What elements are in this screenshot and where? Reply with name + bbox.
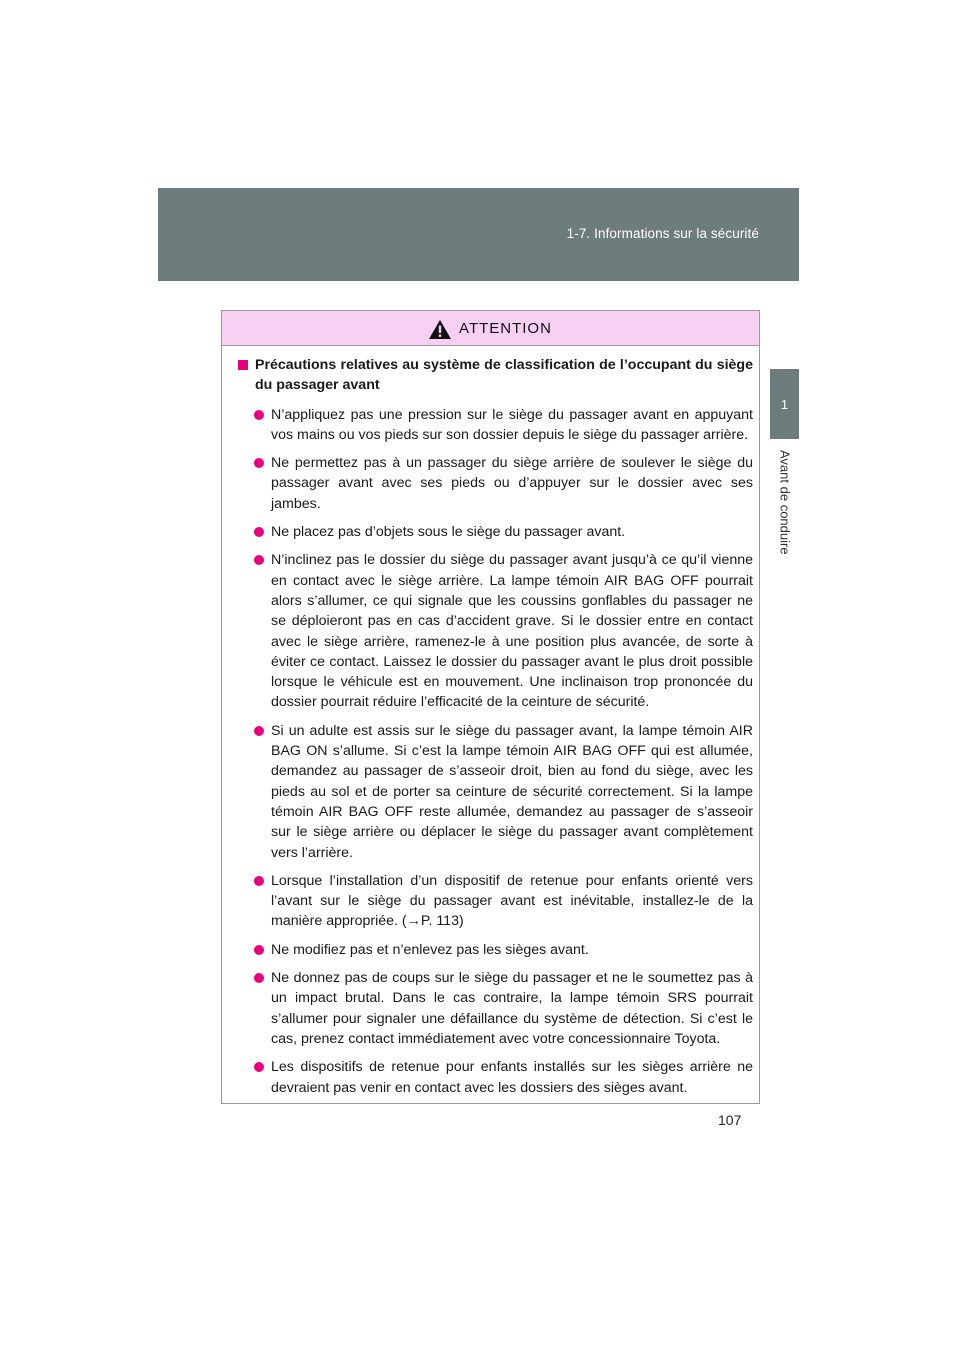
list-item-text: Les dispositifs de retenue pour enfants installés sur les sièges arrière ne devraient pas venir en contact avec les dossiers des sièges avant. — [271, 1059, 753, 1096]
bullet-icon — [254, 726, 264, 736]
bullet-icon — [254, 555, 264, 565]
list-item-text: N’inclinez pas le dossier du siège du passager avant jusqu’à ce qu’il vienne en contact avec le siège arrière. La lampe témoin AIR BAG OFF pourrait alors s’allumer, ce qui signale que les coussins gonflables du passager ne se déploieront pas en cas d’accident grave. Si le dossier entre en contact avec le siège arrière, ramenez-le à une position plus avancée, de sorte à éviter ce contact. Laissez le dossier du passager avant le plus droit possible lorsque le véhicule est en mouvement. Une inclinaison trop prononcée du dossier pourrait réduire l’efficacité de la ceinture de sécurité. — [271, 552, 753, 711]
warning-title: ATTENTION — [459, 319, 552, 337]
list-item-text: Ne placez pas d’objets sous le siège du passager avant. — [271, 524, 626, 541]
chapter-tab — [770, 369, 799, 439]
list-item — [238, 940, 753, 960]
bullet-icon — [254, 945, 264, 955]
list-item — [238, 721, 753, 863]
bullet-icon — [254, 876, 264, 886]
warning-triangle-icon — [429, 320, 451, 339]
bullet-icon — [254, 527, 264, 537]
bullet-icon — [254, 1062, 264, 1072]
list-item-text: Si un adulte est assis sur le siège du passager avant, la lampe témoin AIR BAG ON s’allume. Si c’est la lampe témoin AIR BAG OFF qui est allumée, demandez au passager de s’asseoir droit, bien au fond du siège, avec les pieds au sol et de porter sa ceinture de sécurité correctement. Si la lampe témoin AIR BAG OFF reste allumée, demandez au passager de s’asseoir sur le siège arrière ou déplacer le siège du passager avant complètement vers l’arrière. — [271, 722, 753, 861]
page-number: 107 — [718, 1112, 742, 1128]
list-item — [238, 968, 753, 1049]
chapter-label: Avant de conduire — [777, 450, 793, 555]
warning-header — [222, 311, 759, 346]
chapter-number: 1 — [780, 396, 789, 412]
list-item-text: Ne modifiez pas et n’enlevez pas les sièges avant. — [271, 941, 589, 958]
list-item-text: N’appliquez pas une pression sur le siège du passager avant en appuyant vos mains ou vos pieds sur son dossier depuis le siège du passager arrière. — [271, 406, 753, 443]
warning-body — [222, 346, 759, 1098]
bullet-icon — [254, 973, 264, 983]
warning-heading-text: Précautions relatives au système de classification de l’occupant du siège du passager avant — [255, 357, 753, 394]
list-item — [238, 1057, 753, 1098]
list-item — [238, 871, 753, 932]
warning-heading — [238, 355, 753, 396]
list-item — [238, 522, 753, 542]
section-title: 1-7. Informations sur la sécurité — [566, 226, 759, 241]
list-item — [238, 550, 753, 712]
list-item-text: Ne donnez pas de coups sur le siège du passager et ne le soumettez pas à un impact brutal. Dans le cas contraire, la lampe témoin SRS pourrait s’allumer pour signaler une défaillance du système de détection. Si c’est le cas, prenez contact immédiatement avec votre concessionnaire Toyota. — [271, 970, 753, 1047]
bullet-icon — [254, 458, 264, 468]
list-item — [238, 405, 753, 446]
bullet-icon — [254, 410, 264, 420]
square-bullet-icon — [238, 360, 248, 370]
list-item-text: Lorsque l’installation d’un dispositif de retenue pour enfants orienté vers l’avant sur le siège du passager avant est inévitable, installez-le de la manière appropriée. (→P. 113) — [271, 872, 753, 930]
warning-box — [221, 310, 760, 1104]
list-item — [238, 453, 753, 514]
list-item-text: Ne permettez pas à un passager du siège arrière de soulever le siège du passager avant avec ses pieds ou d’appuyer sur le dossier avec ses jambes. — [271, 455, 753, 512]
header-band — [158, 188, 799, 281]
